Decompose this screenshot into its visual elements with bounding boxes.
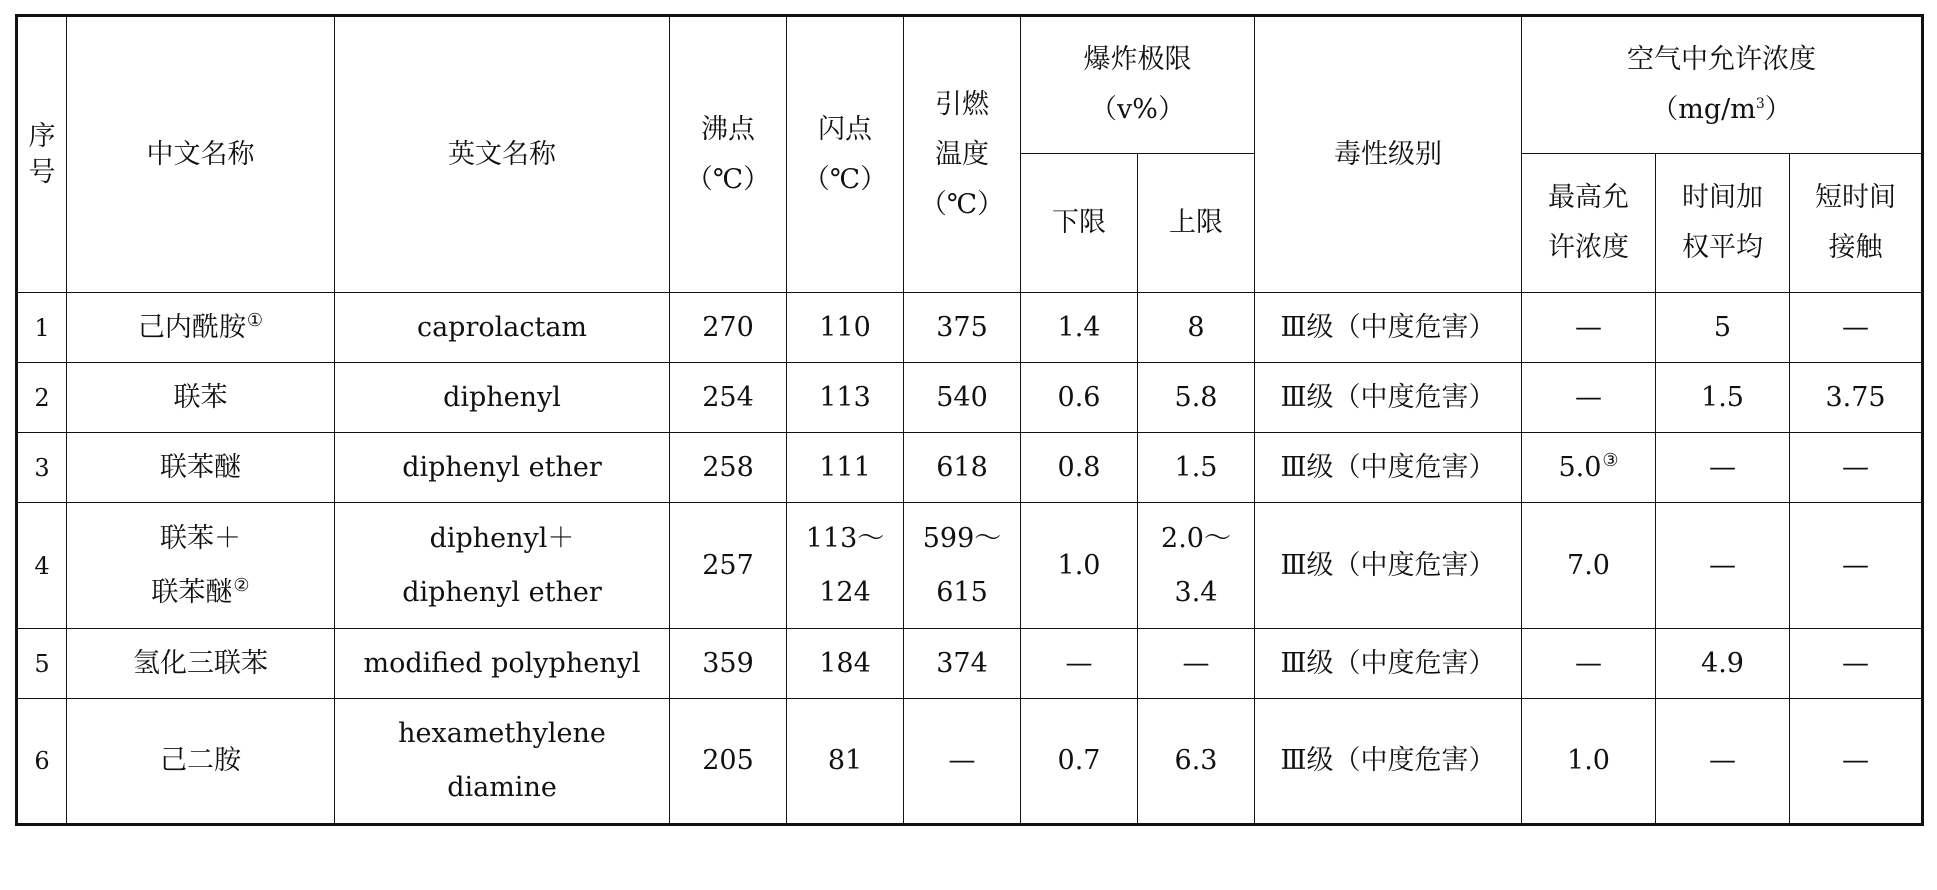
cell-twa: 4.9: [1656, 629, 1790, 699]
header-twa-1: 时间加: [1682, 182, 1763, 213]
cell-lower: 1.0: [1021, 503, 1138, 629]
cell-upper: 2.0～ 3.4: [1138, 503, 1255, 629]
cell-upper: 6.3: [1138, 699, 1255, 825]
cell-upper: —: [1138, 629, 1255, 699]
cell-toxicity: Ⅲ级（中度危害）: [1255, 363, 1522, 433]
cell-seq: 4: [17, 503, 67, 629]
cell-seq: 6: [17, 699, 67, 825]
table-container: [15, 14, 1924, 826]
cell-short: —: [1790, 629, 1923, 699]
header-ignition-label-1: 引燃: [935, 88, 989, 120]
cell-short: —: [1790, 503, 1923, 629]
cell-flash: 81: [787, 699, 904, 825]
cell-lower: —: [1021, 629, 1138, 699]
cell-upper: 8: [1138, 293, 1255, 363]
cell-toxicity: Ⅲ级（中度危害）: [1255, 433, 1522, 503]
header-seq-top: 序: [28, 120, 56, 152]
cell-cn-name: 己内酰胺①: [67, 293, 335, 363]
cell-ignition: 375: [904, 293, 1021, 363]
cell-ignition: 374: [904, 629, 1021, 699]
header-boiling-unit: （℃）: [685, 163, 771, 195]
cell-en-name: diphenyl ether: [335, 433, 670, 503]
header-ignition-label-2: 温度: [935, 138, 989, 170]
cell-cn-name: 氢化三联苯: [67, 629, 335, 699]
cell-boiling: 254: [670, 363, 787, 433]
cell-lower: 0.8: [1021, 433, 1138, 503]
table-row: [17, 699, 1923, 825]
header-seq-bottom: 号: [28, 156, 56, 188]
cell-cn-name: 联苯醚: [67, 433, 335, 503]
header-explosion: [1021, 16, 1255, 154]
header-air-label: 空气中允许浓度: [1627, 44, 1817, 75]
header-short-2: 接触: [1828, 232, 1883, 263]
cell-ignition: —: [904, 699, 1021, 825]
cell-short: —: [1790, 699, 1923, 825]
cell-en-name: hexamethylene diamine: [335, 699, 670, 825]
cell-twa: 5: [1656, 293, 1790, 363]
cell-cn-name: 己二胺: [67, 699, 335, 825]
cell-seq: 1: [17, 293, 67, 363]
cell-flash: 111: [787, 433, 904, 503]
cell-toxicity: Ⅲ级（中度危害）: [1255, 293, 1522, 363]
cell-cn-name: 联苯＋ 联苯醚②: [67, 503, 335, 629]
cell-ignition: 618: [904, 433, 1021, 503]
header-boiling: [670, 16, 787, 293]
header-lower: 下限: [1021, 154, 1138, 293]
cell-en-name: caprolactam: [335, 293, 670, 363]
cell-boiling: 359: [670, 629, 787, 699]
cell-lower: 0.6: [1021, 363, 1138, 433]
header-ignition-unit: （℃）: [919, 188, 1005, 220]
cell-max: —: [1522, 293, 1656, 363]
header-short-1: 短时间: [1815, 182, 1897, 213]
header-explosion-label: 爆炸极限: [1083, 44, 1192, 75]
cell-ignition: 540: [904, 363, 1021, 433]
cell-max: —: [1522, 629, 1656, 699]
header-twa: [1656, 154, 1790, 293]
header-air-unit: $(mg/m^3)$: [1651, 94, 1792, 125]
cell-boiling: 258: [670, 433, 787, 503]
cell-short: 3.75: [1790, 363, 1923, 433]
header-air: [1522, 16, 1923, 154]
header-flash-unit: （℃）: [802, 163, 888, 195]
cell-lower: 1.4: [1021, 293, 1138, 363]
cell-seq: 5: [17, 629, 67, 699]
cell-upper: 1.5: [1138, 433, 1255, 503]
cell-en-name: diphenyl＋ diphenyl ether: [335, 503, 670, 629]
cell-upper: 5.8: [1138, 363, 1255, 433]
cell-boiling: 270: [670, 293, 787, 363]
cell-toxicity: Ⅲ级（中度危害）: [1255, 699, 1522, 825]
cell-en-name: modified polyphenyl: [335, 629, 670, 699]
cell-en-name: diphenyl: [335, 363, 670, 433]
table-row: [17, 363, 1923, 433]
cell-boiling: 257: [670, 503, 787, 629]
header-row-1: [17, 16, 1923, 154]
cell-boiling: 205: [670, 699, 787, 825]
header-seq: [17, 16, 67, 293]
header-toxicity: 毒性级别: [1255, 16, 1522, 293]
cell-twa: —: [1656, 503, 1790, 629]
cell-flash: 110: [787, 293, 904, 363]
header-twa-2: 权平均: [1682, 232, 1763, 263]
header-max: [1522, 154, 1656, 293]
table-row: [17, 433, 1923, 503]
cell-flash: 184: [787, 629, 904, 699]
cell-short: —: [1790, 293, 1923, 363]
cell-max: 1.0: [1522, 699, 1656, 825]
cell-seq: 2: [17, 363, 67, 433]
table-row: [17, 629, 1923, 699]
header-max-1: 最高允: [1548, 182, 1629, 213]
cell-seq: 3: [17, 433, 67, 503]
header-max-2: 许浓度: [1548, 232, 1629, 263]
header-upper: 上限: [1138, 154, 1255, 293]
header-ignition: [904, 16, 1021, 293]
cell-flash: 113: [787, 363, 904, 433]
header-flash: [787, 16, 904, 293]
cell-twa: —: [1656, 699, 1790, 825]
cell-lower: 0.7: [1021, 699, 1138, 825]
cell-twa: —: [1656, 433, 1790, 503]
chemical-properties-table: [15, 14, 1924, 826]
cell-max: 5.0③: [1522, 433, 1656, 503]
header-flash-label: 闪点: [818, 113, 872, 145]
cell-twa: 1.5: [1656, 363, 1790, 433]
header-short: [1790, 154, 1923, 293]
cell-toxicity: Ⅲ级（中度危害）: [1255, 629, 1522, 699]
cell-cn-name: 联苯: [67, 363, 335, 433]
table-row: [17, 503, 1923, 629]
header-boiling-label: 沸点: [701, 113, 755, 145]
cell-flash: 113～ 124: [787, 503, 904, 629]
header-en-name: 英文名称: [335, 16, 670, 293]
header-cn-name: 中文名称: [67, 16, 335, 293]
cell-max: 7.0: [1522, 503, 1656, 629]
cell-ignition: 599～ 615: [904, 503, 1021, 629]
header-explosion-unit: （v%）: [1090, 94, 1185, 125]
cell-short: —: [1790, 433, 1923, 503]
cell-max: —: [1522, 363, 1656, 433]
table-row: [17, 293, 1923, 363]
cell-toxicity: Ⅲ级（中度危害）: [1255, 503, 1522, 629]
